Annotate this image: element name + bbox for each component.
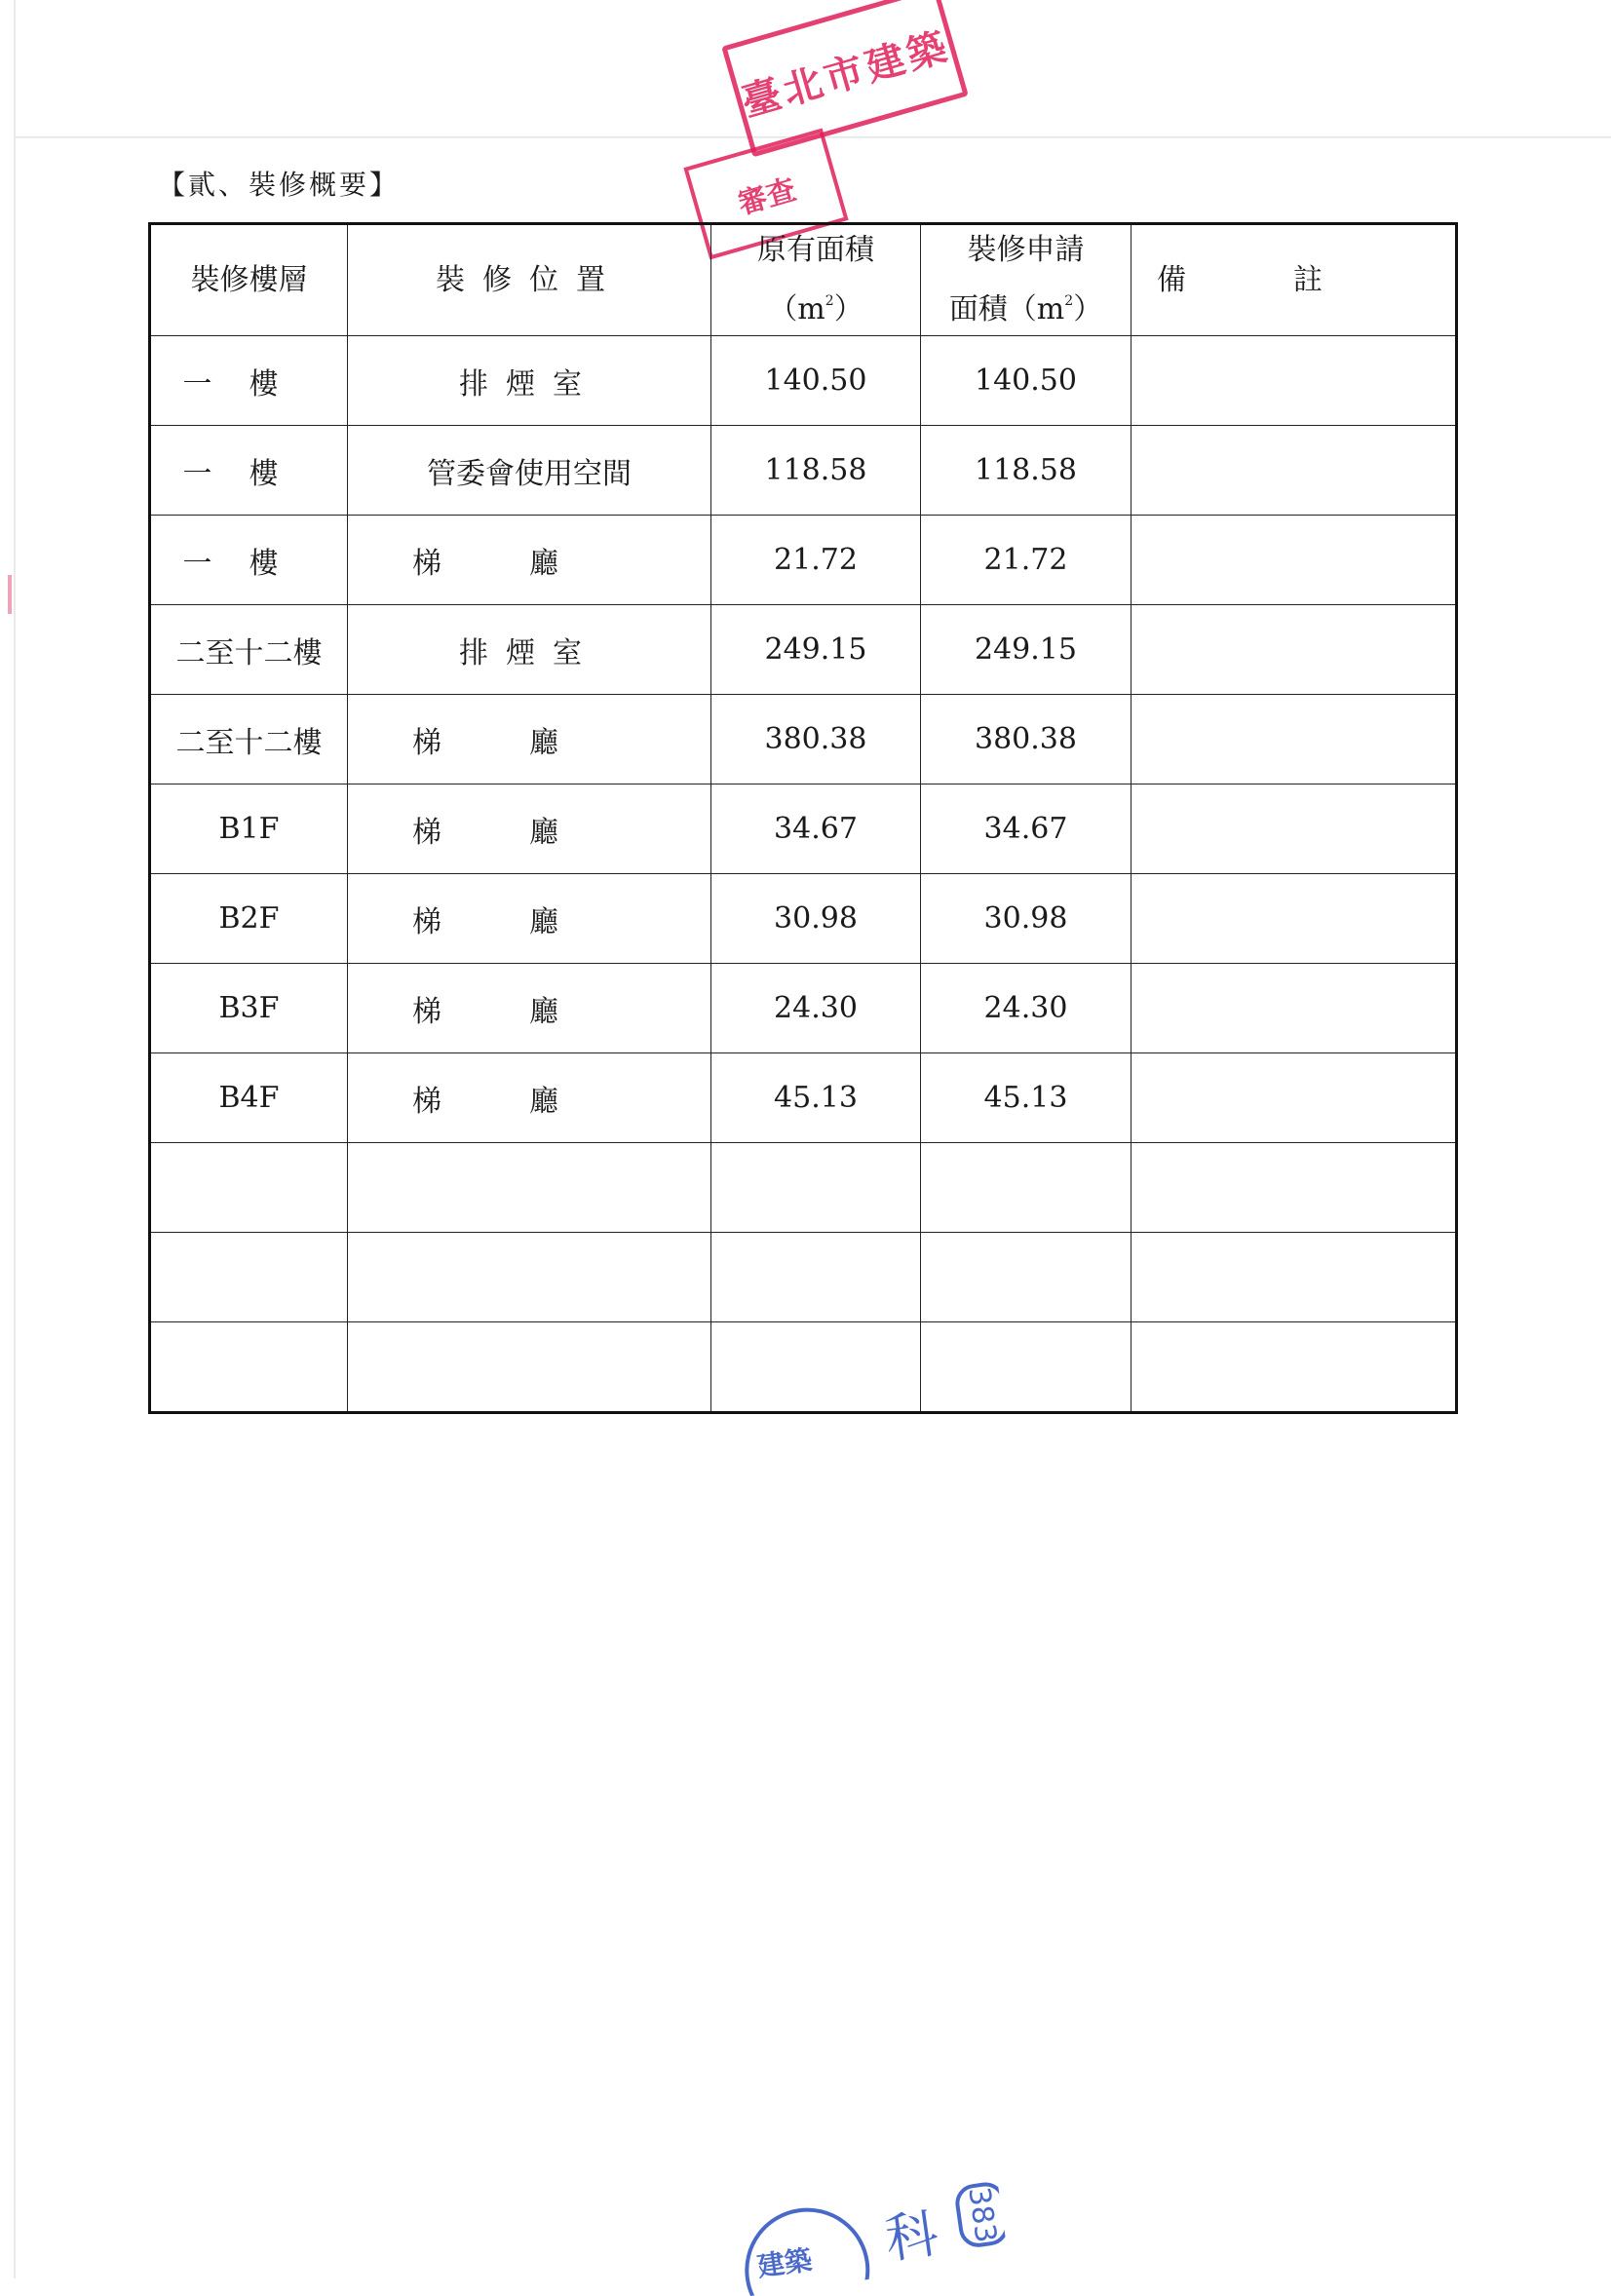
edge-mark (8, 575, 12, 614)
cell-floor: B3F (150, 964, 348, 1053)
cell-location (348, 1322, 711, 1413)
cell-original-area: 24.30 (711, 964, 921, 1053)
table-header-row (150, 224, 1457, 336)
seal-text-lower: 審查 (734, 172, 800, 222)
architect-seal-stamp (736, 2175, 1009, 2296)
cell-applied-area: 24.30 (921, 964, 1132, 1053)
seal-number: 383 (953, 2180, 1009, 2250)
header-applied-area-line1: 裝修申請 (967, 233, 1085, 267)
table-row (150, 336, 1457, 426)
cell-floor: 二至十二樓 (150, 605, 348, 695)
cell-location (348, 1233, 711, 1322)
cell-applied-area: 30.98 (921, 874, 1132, 964)
cell-applied-area (921, 1143, 1132, 1233)
cell-applied-area (921, 1322, 1132, 1413)
cell-applied-area: 380.38 (921, 695, 1132, 784)
cell-original-area (711, 1233, 921, 1322)
cell-location: 梯廳 (348, 695, 711, 784)
cell-applied-area (921, 1233, 1132, 1322)
table-row (150, 426, 1457, 516)
cell-remark (1132, 516, 1457, 605)
cell-location: 排煙室 (348, 605, 711, 695)
header-applied-area-line2: 面積$(m^2)$ (948, 292, 1103, 326)
seal-char: 科 (881, 2201, 942, 2271)
cell-remark (1132, 605, 1457, 695)
cell-floor: 一樓 (150, 426, 348, 516)
cell-applied-area: 118.58 (921, 426, 1132, 516)
table-row (150, 1053, 1457, 1143)
cell-original-area: 249.15 (711, 605, 921, 695)
cell-location: 梯廳 (348, 516, 711, 605)
cell-original-area: 118.58 (711, 426, 921, 516)
cell-location: 管委會使用空間 (348, 426, 711, 516)
cell-floor (150, 1143, 348, 1233)
cell-remark (1132, 874, 1457, 964)
cell-location: 梯廳 (348, 964, 711, 1053)
cell-location: 梯廳 (348, 1053, 711, 1143)
cell-floor (150, 1233, 348, 1322)
table-row (150, 605, 1457, 695)
official-seal-stamp (721, 0, 969, 157)
cell-applied-area: 45.13 (921, 1053, 1132, 1143)
cell-original-area: 21.72 (711, 516, 921, 605)
table-row (150, 1143, 1457, 1233)
cell-applied-area: 21.72 (921, 516, 1132, 605)
cell-remark (1132, 784, 1457, 874)
cell-original-area: 380.38 (711, 695, 921, 784)
renovation-summary-table (148, 222, 1458, 1414)
scan-left-edge (14, 0, 16, 2278)
table-row (150, 874, 1457, 964)
cell-applied-area: 140.50 (921, 336, 1132, 426)
header-original-area (711, 224, 921, 336)
cell-original-area: 140.50 (711, 336, 921, 426)
cell-location (348, 1143, 711, 1233)
cell-original-area: 30.98 (711, 874, 921, 964)
cell-floor: B2F (150, 874, 348, 964)
cell-remark (1132, 1143, 1457, 1233)
cell-original-area (711, 1322, 921, 1413)
cell-remark (1132, 1233, 1457, 1322)
cell-location: 梯廳 (348, 784, 711, 874)
cell-floor (150, 1322, 348, 1413)
cell-original-area (711, 1143, 921, 1233)
header-original-area-line1: 原有面積 (757, 233, 874, 267)
seal-text-bottom: 建築 (755, 2243, 815, 2283)
cell-location: 梯廳 (348, 874, 711, 964)
table-row (150, 784, 1457, 874)
cell-floor: B4F (150, 1053, 348, 1143)
cell-applied-area: 34.67 (921, 784, 1132, 874)
header-floor: 裝修樓層 (150, 224, 348, 336)
header-original-area-line2: $(m^2)$ (768, 292, 863, 326)
cell-original-area: 45.13 (711, 1053, 921, 1143)
cell-floor: 二至十二樓 (150, 695, 348, 784)
cell-remark (1132, 1322, 1457, 1413)
cell-floor: 一樓 (150, 516, 348, 605)
cell-remark (1132, 1053, 1457, 1143)
header-applied-area (921, 224, 1132, 336)
cell-remark (1132, 695, 1457, 784)
cell-location: 排煙室 (348, 336, 711, 426)
header-remarks: 備註 (1132, 224, 1457, 336)
cell-remark (1132, 426, 1457, 516)
table-row (150, 695, 1457, 784)
table-row (150, 964, 1457, 1053)
cell-floor: B1F (150, 784, 348, 874)
cell-original-area: 34.67 (711, 784, 921, 874)
cell-applied-area: 249.15 (921, 605, 1132, 695)
table-row (150, 516, 1457, 605)
section-title: 【貳、裝修概要】 (158, 169, 401, 201)
seal-text: 臺北市建築 (736, 22, 956, 126)
table-row (150, 1233, 1457, 1322)
cell-remark (1132, 336, 1457, 426)
header-location: 裝修位置 (348, 224, 711, 336)
cell-remark (1132, 964, 1457, 1053)
table-row (150, 1322, 1457, 1413)
cell-floor: 一樓 (150, 336, 348, 426)
